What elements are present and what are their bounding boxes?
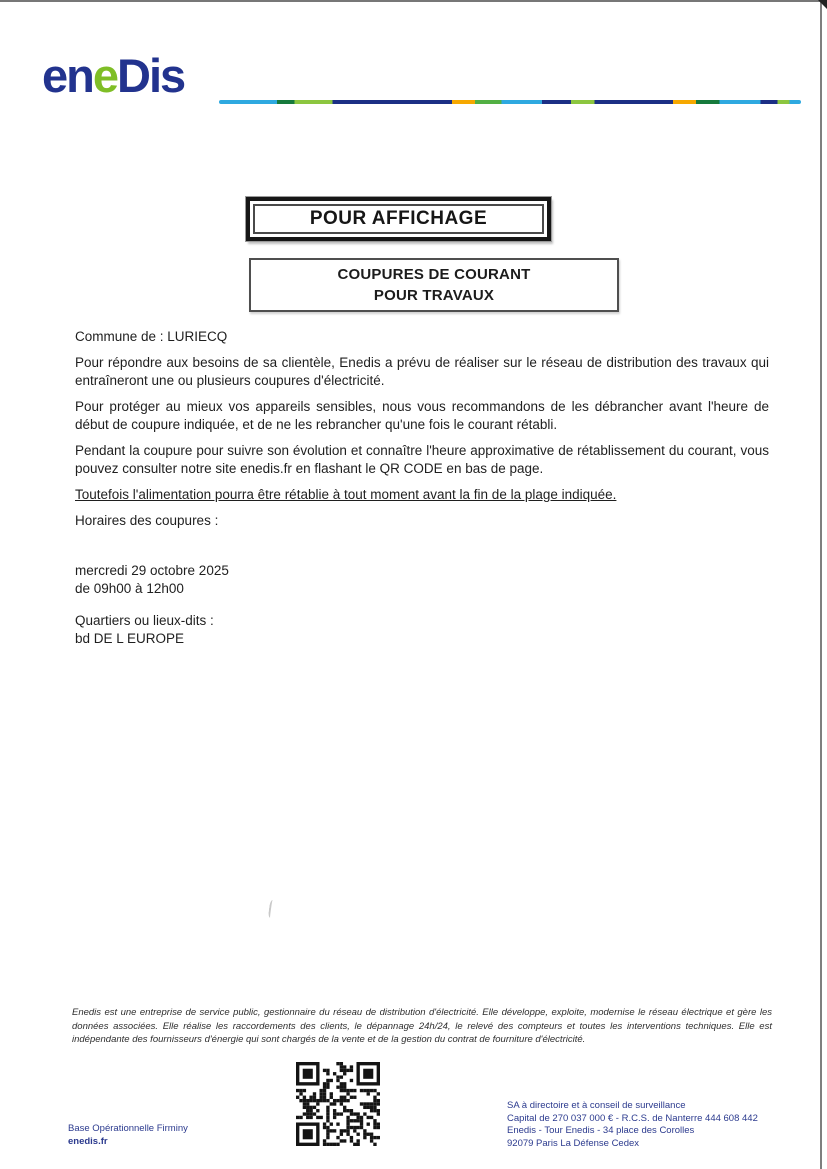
quartiers-value: bd DE L EUROPE xyxy=(75,631,185,646)
quartiers-label: Quartiers ou lieux-dits : xyxy=(75,613,214,628)
paragraph-restore-notice: Toutefois l'alimentation pourra être rétablie à tout moment avant la fin de la plage indiquée. xyxy=(75,487,617,502)
logo-text-green-e: e xyxy=(92,49,117,102)
outage-time-range: de 09h00 à 12h00 xyxy=(75,581,184,596)
operational-base: Base Opérationnelle Firminy xyxy=(68,1123,188,1134)
company-line: Capital de 270 037 000 € - R.C.S. de Nanterre 444 608 442 xyxy=(507,1112,758,1124)
body-content xyxy=(75,328,769,648)
outage-date: mercredi 29 octobre 2025 xyxy=(75,563,229,578)
enedis-website: enedis.fr xyxy=(68,1136,108,1147)
logo-text-blue-suffix: Dis xyxy=(117,49,185,102)
footer-left-block xyxy=(68,1122,188,1148)
coupures-banner-line1: COUPURES DE COURANT xyxy=(337,266,531,283)
scan-edge-right xyxy=(820,0,822,1169)
commune-line: Commune de : LURIECQ xyxy=(75,329,228,344)
enedis-logo xyxy=(42,49,185,102)
footer-company-block xyxy=(507,1100,807,1150)
qr-code xyxy=(296,1062,380,1146)
company-line: SA à directoire et à conseil de surveillance xyxy=(507,1100,686,1111)
company-line: 92079 Paris La Défense Cedex xyxy=(507,1137,640,1149)
legal-fine-print: Enedis est une entreprise de service public, gestionnaire du réseau de distribution d'électricité. Elle développe, exploite, modernise le réseau électrique et gère les données associées. Elle réalise les raccordements des clients, le dépannage 24h/24, le relevé des compteurs et toutes les interventions techniques. Elle est indépendante des fournisseurs d'énergie qui sont chargés de la vente et de la gestion du contrat de fourniture d'électricité. xyxy=(72,1007,772,1045)
coupures-banner xyxy=(249,258,619,312)
scan-corner-artifact xyxy=(818,0,827,9)
pour-affichage-banner xyxy=(246,197,551,241)
scan-edge-top xyxy=(0,0,827,2)
scan-pen-mark xyxy=(268,900,276,919)
logo-text-blue-prefix: en xyxy=(42,49,93,102)
brand-color-line xyxy=(219,100,801,104)
paragraph-intro: Pour répondre aux besoins de sa clientèle, Enedis a prévu de réaliser sur le réseau de distribution des travaux qui entraîneront une ou plusieurs coupures d'électricité. xyxy=(75,355,769,388)
coupures-banner-line2: POUR TRAVAUX xyxy=(373,287,495,304)
horaires-label: Horaires des coupures : xyxy=(75,513,219,528)
company-line: Enedis - Tour Enedis - 34 place des Corolles xyxy=(507,1125,695,1136)
paragraph-advice: Pour protéger au mieux vos appareils sensibles, nous vous recommandons de les débrancher avant l'heure de début de coupure indiquée, et de ne les rebrancher qu'une fois le courant rétabli. xyxy=(75,399,769,432)
pour-affichage-label: POUR AFFICHAGE xyxy=(253,204,544,234)
paragraph-qr-info: Pendant la coupure pour suivre son évolution et connaître l'heure approximative de rétablissement du courant, vous pouvez consulter notre site enedis.fr en flashant le QR CODE en bas de page. xyxy=(75,443,769,476)
